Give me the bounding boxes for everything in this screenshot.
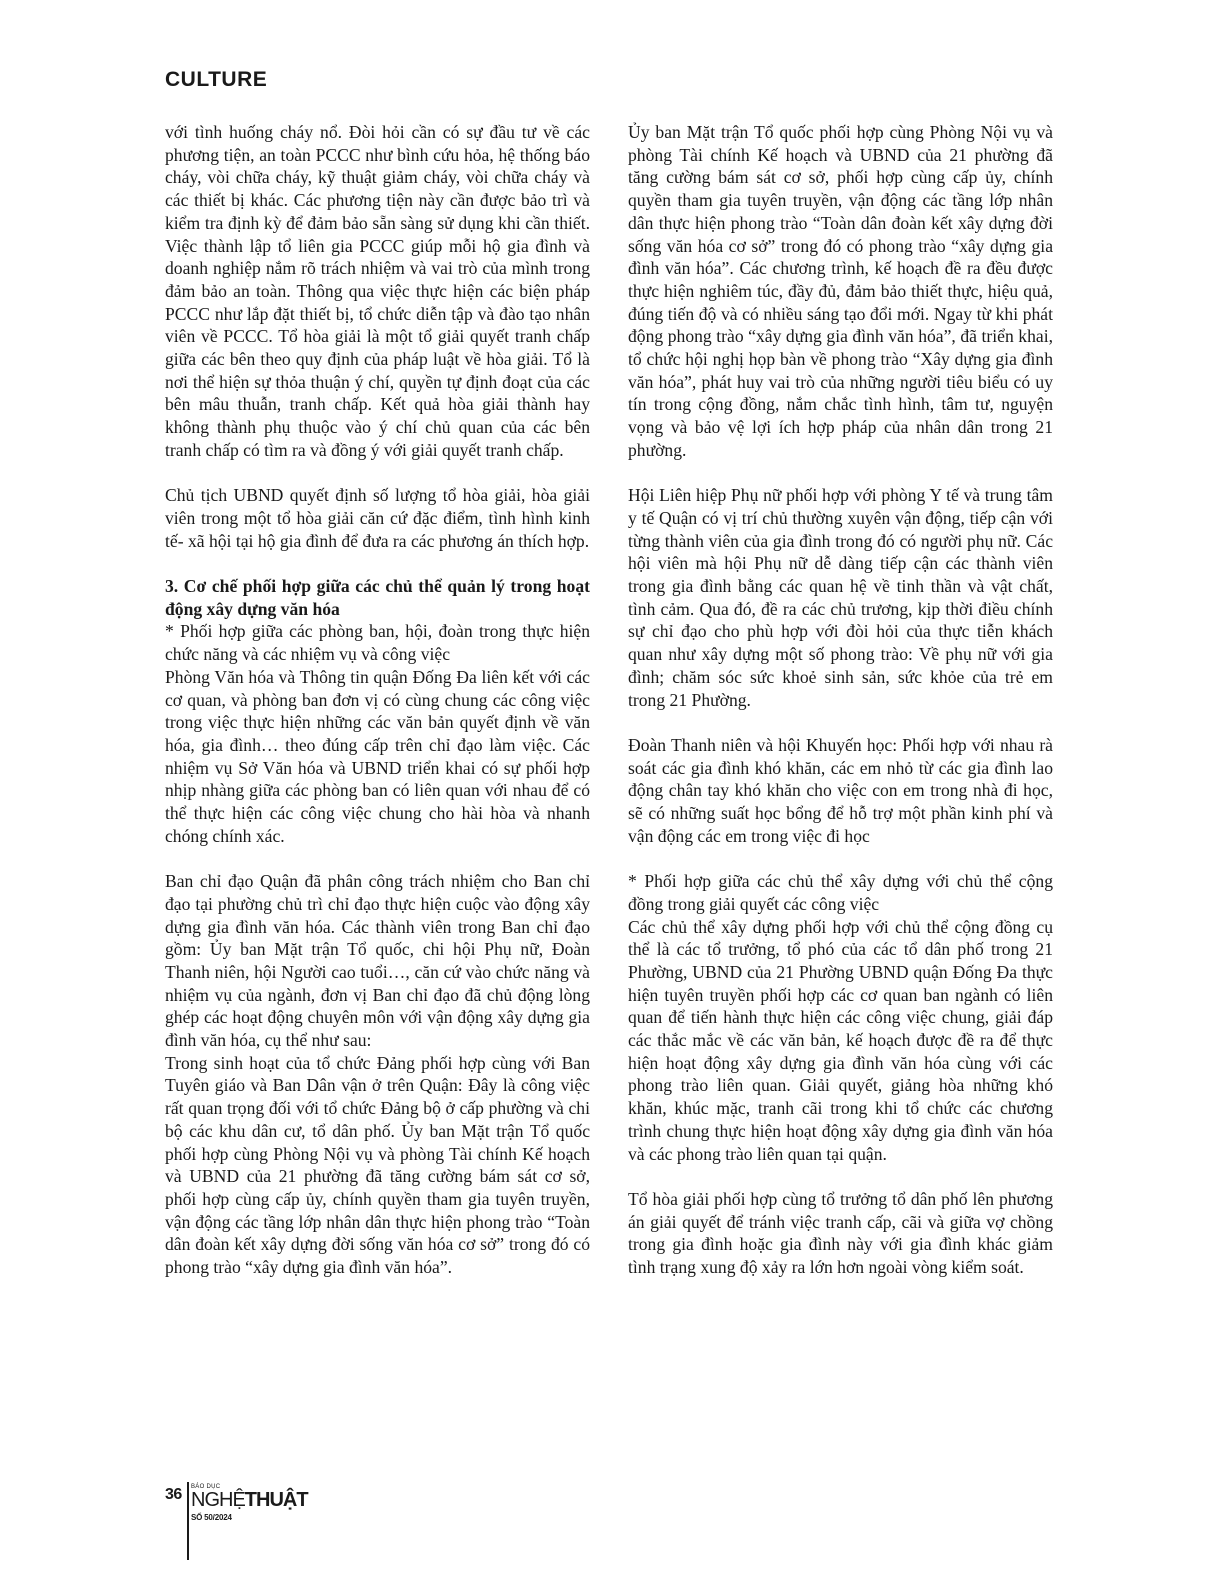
- body-paragraph: Các chủ thể xây dựng phối hợp với chủ thể cộng đồng cụ thể là các tổ trưởng, tổ phó của các tổ dân phố trong 21 Phường, UBND của 21 Phường UBND quận Đống Đa thực hiện tuyên truyền phối hợp các cơ quan ban ngành có liên quan để tiến hành thực hiện các công việc chung, giải đáp các thắc mắc về các văn bản, kế hoạch được đề ra để thực hiện hoạt động xây dựng gia đình văn hóa cùng với các phong trào liên quan. Giải quyết, giảng hòa những khó khăn, khúc mặc, tranh cãi trong khi tổ chức các chương trình chung thực hiện hoạt động xây dựng gia đình văn hóa và các phong trào liên quan tại quận.: [628, 916, 1053, 1164]
- magazine-logo: [191, 1484, 308, 1522]
- body-paragraph: Hội Liên hiệp Phụ nữ phối hợp với phòng Y tế và trung tâm y tế Quận có vị trí chủ thường xuyên vận động, tiếp cận với từng thành viên của gia đình trong đó có người phụ nữ. Các hội viên mà hội Phụ nữ dễ dàng tiếp cận các thành viên trong gia đình bằng các quan hệ về tinh thần và vật chất, tình cảm. Qua đó, đề ra các chủ trương, kịp thời điều chính sự chỉ đạo cho phù hợp với đòi hỏi của thực tiễn khách quan như xây dựng một số phong trào: Về phụ nữ với gia đình; chăm sóc sức khoẻ sinh sản, sức khỏe của trẻ em trong 21 Phường.: [628, 485, 1053, 710]
- section-label: CULTURE: [165, 68, 268, 91]
- body-paragraph: Phòng Văn hóa và Thông tin quận Đống Đa liên kết với các cơ quan, và phòng ban đơn vị có cùng chung các công việc trong việc thực hiện những các văn bản quyết định về văn hóa, gia đình… theo đúng cấp trên chỉ đạo làm việc. Các nhiệm vụ Sở Văn hóa và UBND triển khai có sự phối hợp nhịp nhàng giữa các phòng ban có liên quan với nhau để có thể thực hiện các công việc chung cho hài hòa và nhanh chóng chính xác.: [165, 666, 590, 846]
- right-column: [628, 121, 1053, 1279]
- logo-wordmark: [191, 1490, 308, 1510]
- body-paragraph: Đoàn Thanh niên và hội Khuyến học: Phối hợp với nhau rà soát các gia đình khó khăn, các em nhỏ từ các gia đình lao động chân tay khó khăn cho việc con em trong nhà đi học, sẽ có những suất học bổng để hỗ trợ một phần kinh phí và vận động các em trong việc đi học: [628, 734, 1053, 846]
- logo-part-2: THUẬT: [244, 1489, 308, 1511]
- page-number: 36: [165, 1486, 182, 1503]
- footer-divider: [187, 1482, 189, 1560]
- left-column: [165, 121, 590, 1279]
- body-paragraph: * Phối hợp giữa các phòng ban, hội, đoàn trong thực hiện chức năng và các nhiệm vụ và công việc: [165, 621, 590, 665]
- logo-part-1: NGHỆ: [191, 1489, 245, 1511]
- body-paragraph: * Phối hợp giữa các chủ thể xây dựng với chủ thể cộng đồng trong giải quyết các công việc: [628, 871, 1053, 914]
- body-paragraph: với tình huống cháy nổ. Đòi hỏi cần có sự đầu tư về các phương tiện, an toàn PCCC như bình cứu hỏa, hệ thống báo cháy, vòi chữa cháy, kỹ thuật giảm cháy, vòi chữa cháy và các thiết bị khác. Các phương tiện này cần được bảo trì và kiểm tra định kỳ để đảm bảo sẵn sàng sử dụng khi cần thiết. Việc thành lập tổ liên gia PCCC giúp mỗi hộ gia đình và doanh nghiệp nắm rõ trách nhiệm và vai trò của mình trong đảm bảo an toàn. Thông qua việc thực hiện các biện pháp PCCC như lắp đặt thiết bị, tổ chức diễn tập và đào tạo nhân viên về PCCC. Tổ hòa giải là một tổ giải quyết tranh chấp giữa các bên theo quy định của pháp luật về hòa giải. Tổ là nơi thể hiện sự thỏa thuận ý chí, quyền tự định đoạt của các bên mâu thuẫn, tranh chấp. Kết quả hòa giải thành hay không thành phụ thuộc vào ý chí chủ quan của các bên tranh chấp có tìm ra và đồng ý với giải quyết tranh chấp.: [165, 122, 590, 460]
- body-paragraph: Chủ tịch UBND quyết định số lượng tổ hòa giải, hòa giải viên trong một tổ hòa giải căn cứ đặc điểm, tình hình kinh tế- xã hội tại hộ gia đình để đưa ra các phương án thích hợp.: [165, 485, 590, 551]
- logo-tagline: BÁO DỤC: [191, 1484, 221, 1490]
- issue-number: SỐ 50/2024: [191, 1513, 232, 1522]
- body-paragraph: Trong sinh hoạt của tổ chức Đảng phối hợp cùng với Ban Tuyên giáo và Ban Dân vận ở trên Quận: Đây là công việc rất quan trọng đối với tổ chức Đảng bộ ở cấp phường và chi bộ các khu dân cư, tổ dân phố. Ủy ban Mặt trận Tổ quốc phối hợp cùng Phòng Nội vụ và phòng Tài chính Kế hoạch và UBND của 21 phường đã tăng cường bám sát cơ sở, phối hợp cùng cấp ủy, chính quyền tham gia tuyên truyền, vận động các tầng lớp nhân dân thực hiện phong trào “Toàn dân đoàn kết xây dựng đời sống văn hóa cơ sở” trong đó có phong trào “xây dựng gia đình văn hóa”.: [165, 1052, 590, 1278]
- body-paragraph: Tổ hòa giải phối hợp cùng tổ trưởng tổ dân phố lên phương án giải quyết để tránh việc tranh cấp, cãi và giữa vợ chồng trong gia đình hoặc gia đình này với gia đình khác giảm tình trạng xung độ xảy ra lớn hơn ngoài vòng kiểm soát.: [628, 1188, 1053, 1278]
- body-paragraph: Ủy ban Mặt trận Tổ quốc phối hợp cùng Phòng Nội vụ và phòng Tài chính Kế hoạch và UBND của 21 phường đã tăng cường bám sát cơ sở, phối hợp cùng cấp ủy, chính quyền tham gia tuyên truyền, vận động các tầng lớp nhân dân thực hiện phong trào “Toàn dân đoàn kết xây dựng đời sống văn hóa cơ sở” trong đó có phong trào “xây dựng gia đình văn hóa”. Các chương trình, kế hoạch đề ra đều được thực hiện nghiêm túc, đầy đủ, đảm bảo thiết thực, hiệu quả, đúng tiến độ và có nhiều sáng tạo đổi mới. Ngay từ khi phát động phong trào “xây dựng gia đình văn hóa”, đã triển khai, tổ chức hội nghị họp bàn về phong trào “Xây dựng gia đình văn hóa”, phát huy vai trò của những người tiêu biểu có uy tín trong cộng đồng, nắm chắc tình hình, tâm tư, nguyện vọng và bảo vệ lợi ích hợp pháp của nhân dân trong 21 phường.: [628, 122, 1053, 460]
- body-paragraph: Ban chỉ đạo Quận đã phân công trách nhiệm cho Ban chỉ đạo tại phường chủ trì chỉ đạo thực hiện cuộc vào động xây dựng gia đình văn hóa. Các thành viên trong Ban chỉ đạo gồm: Ủy ban Mặt trận Tổ quốc, chi hội Phụ nữ, Đoàn Thanh niên, hội Người cao tuổi…, căn cứ vào chức năng và nhiệm vụ của ngành, đơn vị Ban chỉ đạo đã chủ động lòng ghép các hoạt động chuyên môn với vận động xây dựng gia đình văn hóa, cụ thể như sau:: [165, 871, 590, 1051]
- section-heading: 3. Cơ chế phối hợp giữa các chủ thể quản lý trong hoạt động xây dựng văn hóa: [165, 576, 590, 619]
